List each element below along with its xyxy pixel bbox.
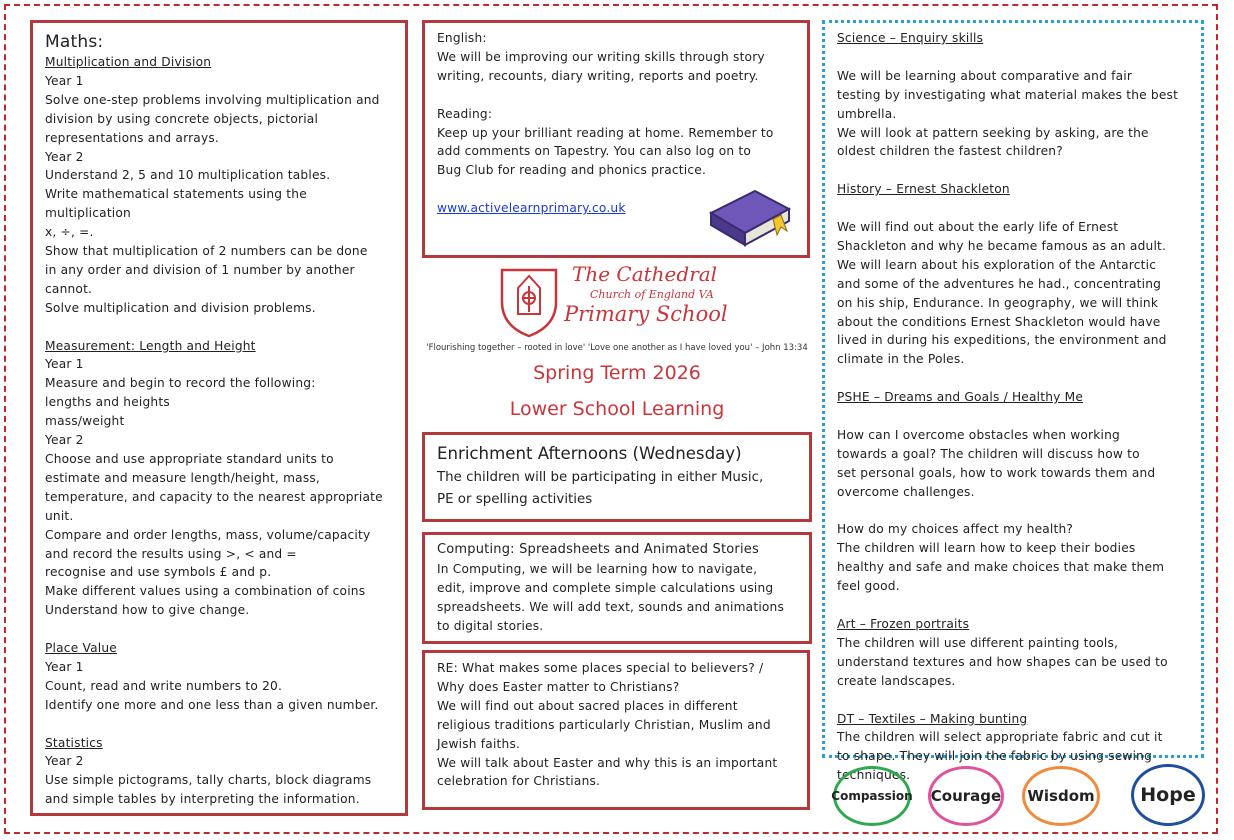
school-name-line1: The Cathedral [572, 262, 718, 286]
place-value-heading: Place Value [45, 641, 117, 656]
meas-y2-line: Compare and order lengths, mass, volume/capacity [45, 527, 371, 542]
value-label: Compassion [831, 789, 913, 803]
foundation-subjects-panel [822, 20, 1204, 783]
meas-y2-line: Make different values using a combination of coins [45, 584, 366, 599]
re-line: Jewish faiths. [437, 736, 521, 751]
art-line: The children will use different painting tools, [837, 635, 1119, 650]
dt-line: to shape. They will join the fabric by using sewing [837, 749, 1153, 764]
science-line: oldest children the fastest children? [837, 144, 1063, 159]
maths-title: Maths: [45, 32, 104, 52]
pshe-line: How do my choices affect my health? [837, 522, 1074, 537]
pshe-line: overcome challenges. [837, 484, 975, 499]
computing-line: In Computing, we will be learning how to navigate, [437, 561, 758, 576]
place-year1: Year 1 [45, 659, 84, 674]
art-line: understand textures and how shapes can be used to [837, 654, 1168, 669]
meas-y1-line: lengths and heights [45, 395, 170, 410]
computing-line: to digital stories. [437, 618, 544, 633]
re-panel [422, 650, 810, 810]
stats-line: and simple tables by interpreting the information. [45, 792, 360, 807]
reading-line: add comments on Tapestry. You can also log on to [437, 144, 752, 159]
re-title: Why does Easter matter to Christians? [437, 679, 680, 694]
school-motto: 'Flourishing together – rooted in love' 'Love one another as I have loved you' – John 13:34 [426, 343, 808, 353]
english-panel [422, 20, 810, 258]
meas-y2-line: unit. [45, 508, 74, 523]
maths-panel [30, 20, 408, 816]
history-line: about the conditions Ernest Shackleton would have [837, 314, 1161, 329]
meas-y1-line: Measure and begin to record the following: [45, 376, 316, 391]
mult-y2-line: Write mathematical statements using the multiplication [45, 187, 307, 221]
mult-year2: Year 2 [45, 149, 84, 164]
computing-panel [422, 532, 812, 644]
stats-year2: Year 2 [45, 754, 84, 769]
term-title: Spring Term 2026 [533, 362, 701, 384]
meas-y2-line: estimate and measure length/height, mass, [45, 470, 320, 485]
meas-y2-line: Understand how to give change. [45, 603, 250, 618]
pshe-line: towards a goal? The children will discuss how to [837, 446, 1140, 461]
english-line: We will be improving our writing skills through story [437, 49, 765, 64]
art-heading: Art – Frozen portraits [837, 616, 970, 631]
art-line: create landscapes. [837, 673, 956, 688]
re-line: celebration for Christians. [437, 774, 601, 789]
history-line: Shackleton and why he became famous as an adult. [837, 238, 1167, 253]
computing-title: Computing: Spreadsheets and Animated Stories [437, 542, 759, 557]
school-name-line3: Primary School [564, 302, 728, 326]
science-heading: Science – Enquiry skills [837, 31, 984, 45]
crest-icon [498, 262, 560, 338]
history-heading: History – Ernest Shackleton [837, 182, 1010, 197]
lower-school-subtitle: Lower School Learning [509, 398, 725, 420]
history-line: on his ship, Endurance. In geography, we will think [837, 295, 1159, 310]
history-line: climate in the Poles. [837, 352, 965, 367]
pshe-line: set personal goals, how to work towards them and [837, 465, 1156, 480]
enrichment-line: The children will be participating in either Music, [437, 470, 764, 485]
mult-y2-line: Understand 2, 5 and 10 multiplication tables. [45, 168, 331, 183]
meas-y2-line: temperature, and capacity to the nearest appropriate [45, 489, 383, 504]
history-line: lived in during his expeditions, the environment and [837, 333, 1167, 348]
value-wisdom [1022, 766, 1100, 826]
school-logo [498, 262, 738, 338]
reading-line: Keep up your brilliant reading at home. Remember to [437, 125, 774, 140]
computing-line: spreadsheets. We will add text, sounds and animations [437, 599, 785, 614]
pshe-heading: PSHE – Dreams and Goals / Healthy Me [837, 390, 1084, 405]
mult-y2-line: Show that multiplication of 2 numbers can be done [45, 244, 368, 259]
meas-y2-line: recognise and use symbols £ and p. [45, 565, 272, 580]
enrichment-line: PE or spelling activities [437, 492, 593, 507]
enrichment-panel [422, 432, 812, 522]
dt-line: techniques. [837, 768, 911, 783]
pshe-line: How can I overcome obstacles when working [837, 427, 1120, 442]
value-hope [1131, 764, 1205, 826]
place-line: Identify one more and one less than a given number. [45, 697, 379, 712]
mult-year1: Year 1 [45, 73, 84, 88]
reading-title: Reading: [437, 106, 493, 121]
re-line: We will talk about Easter and why this is an important [437, 755, 778, 770]
meas-year2: Year 2 [45, 433, 84, 448]
statistics-heading: Statistics [45, 735, 103, 750]
science-line: umbrella. [837, 106, 897, 121]
science-line: We will look at pattern seeking by asking, are the [837, 125, 1149, 140]
re-line: We will find out about sacred places in different [437, 698, 738, 713]
place-line: Count, read and write numbers to 20. [45, 678, 283, 693]
measurement-heading: Measurement: Length and Height [45, 338, 256, 353]
dt-heading: DT – Textiles – Making bunting [837, 711, 1028, 726]
mult-y1-line: Solve one-step problems involving multiplication and [45, 92, 380, 107]
value-courage [928, 766, 1004, 826]
pshe-line: The children will learn how to keep their bodies [837, 541, 1136, 556]
history-line: We will learn about his exploration of the Antarctic [837, 257, 1157, 272]
science-line: We will be learning about comparative and fair [837, 68, 1133, 83]
mult-y2-line: cannot. [45, 281, 93, 296]
meas-year1: Year 1 [45, 357, 84, 372]
english-line: writing, recounts, diary writing, reports and poetry. [437, 68, 759, 83]
reading-line: Bug Club for reading and phonics practice. [437, 163, 707, 178]
value-compassion [833, 766, 911, 826]
meas-y2-line: Choose and use appropriate standard units to [45, 452, 334, 467]
history-line: We will find out about the early life of Ernest [837, 220, 1119, 235]
book-icon [703, 183, 793, 249]
history-line: and some of the adventures he had., concentrating [837, 276, 1162, 291]
dt-line: The children will select appropriate fabric and cut it [837, 730, 1163, 745]
re-title: RE: What makes some places special to believers? / [437, 661, 764, 675]
meas-y1-line: mass/weight [45, 414, 125, 429]
enrichment-title: Enrichment Afternoons (Wednesday) [437, 444, 742, 463]
stats-line: Use simple pictograms, tally charts, block diagrams [45, 773, 372, 788]
meas-y2-line: and record the results using >, < and = [45, 546, 297, 561]
pshe-line: feel good. [837, 579, 900, 594]
computing-line: edit, improve and complete simple calculations using [437, 580, 774, 595]
value-label: Hope [1140, 784, 1196, 806]
value-label: Wisdom [1027, 787, 1095, 805]
re-line: religious traditions particularly Christian, Muslim and [437, 717, 771, 732]
activelearn-link[interactable]: www.activelearnprimary.co.uk [437, 201, 626, 216]
science-line: testing by investigating what material makes the best [837, 87, 1179, 102]
value-label: Courage [930, 787, 1002, 805]
mult-y1-line: representations and arrays. [45, 130, 219, 145]
mult-y2-line: Solve multiplication and division problems. [45, 300, 316, 315]
mult-heading: Multiplication and Division [45, 55, 212, 69]
english-title: English: [437, 31, 487, 45]
pshe-line: healthy and safe and make choices that make them [837, 560, 1165, 575]
mult-y1-line: division by using concrete objects, pictorial [45, 111, 319, 126]
mult-y2-line: x, ÷, =. [45, 225, 94, 240]
mult-y2-line: in any order and division of 1 number by another [45, 262, 355, 277]
school-name-line2: Church of England VA [590, 288, 714, 301]
